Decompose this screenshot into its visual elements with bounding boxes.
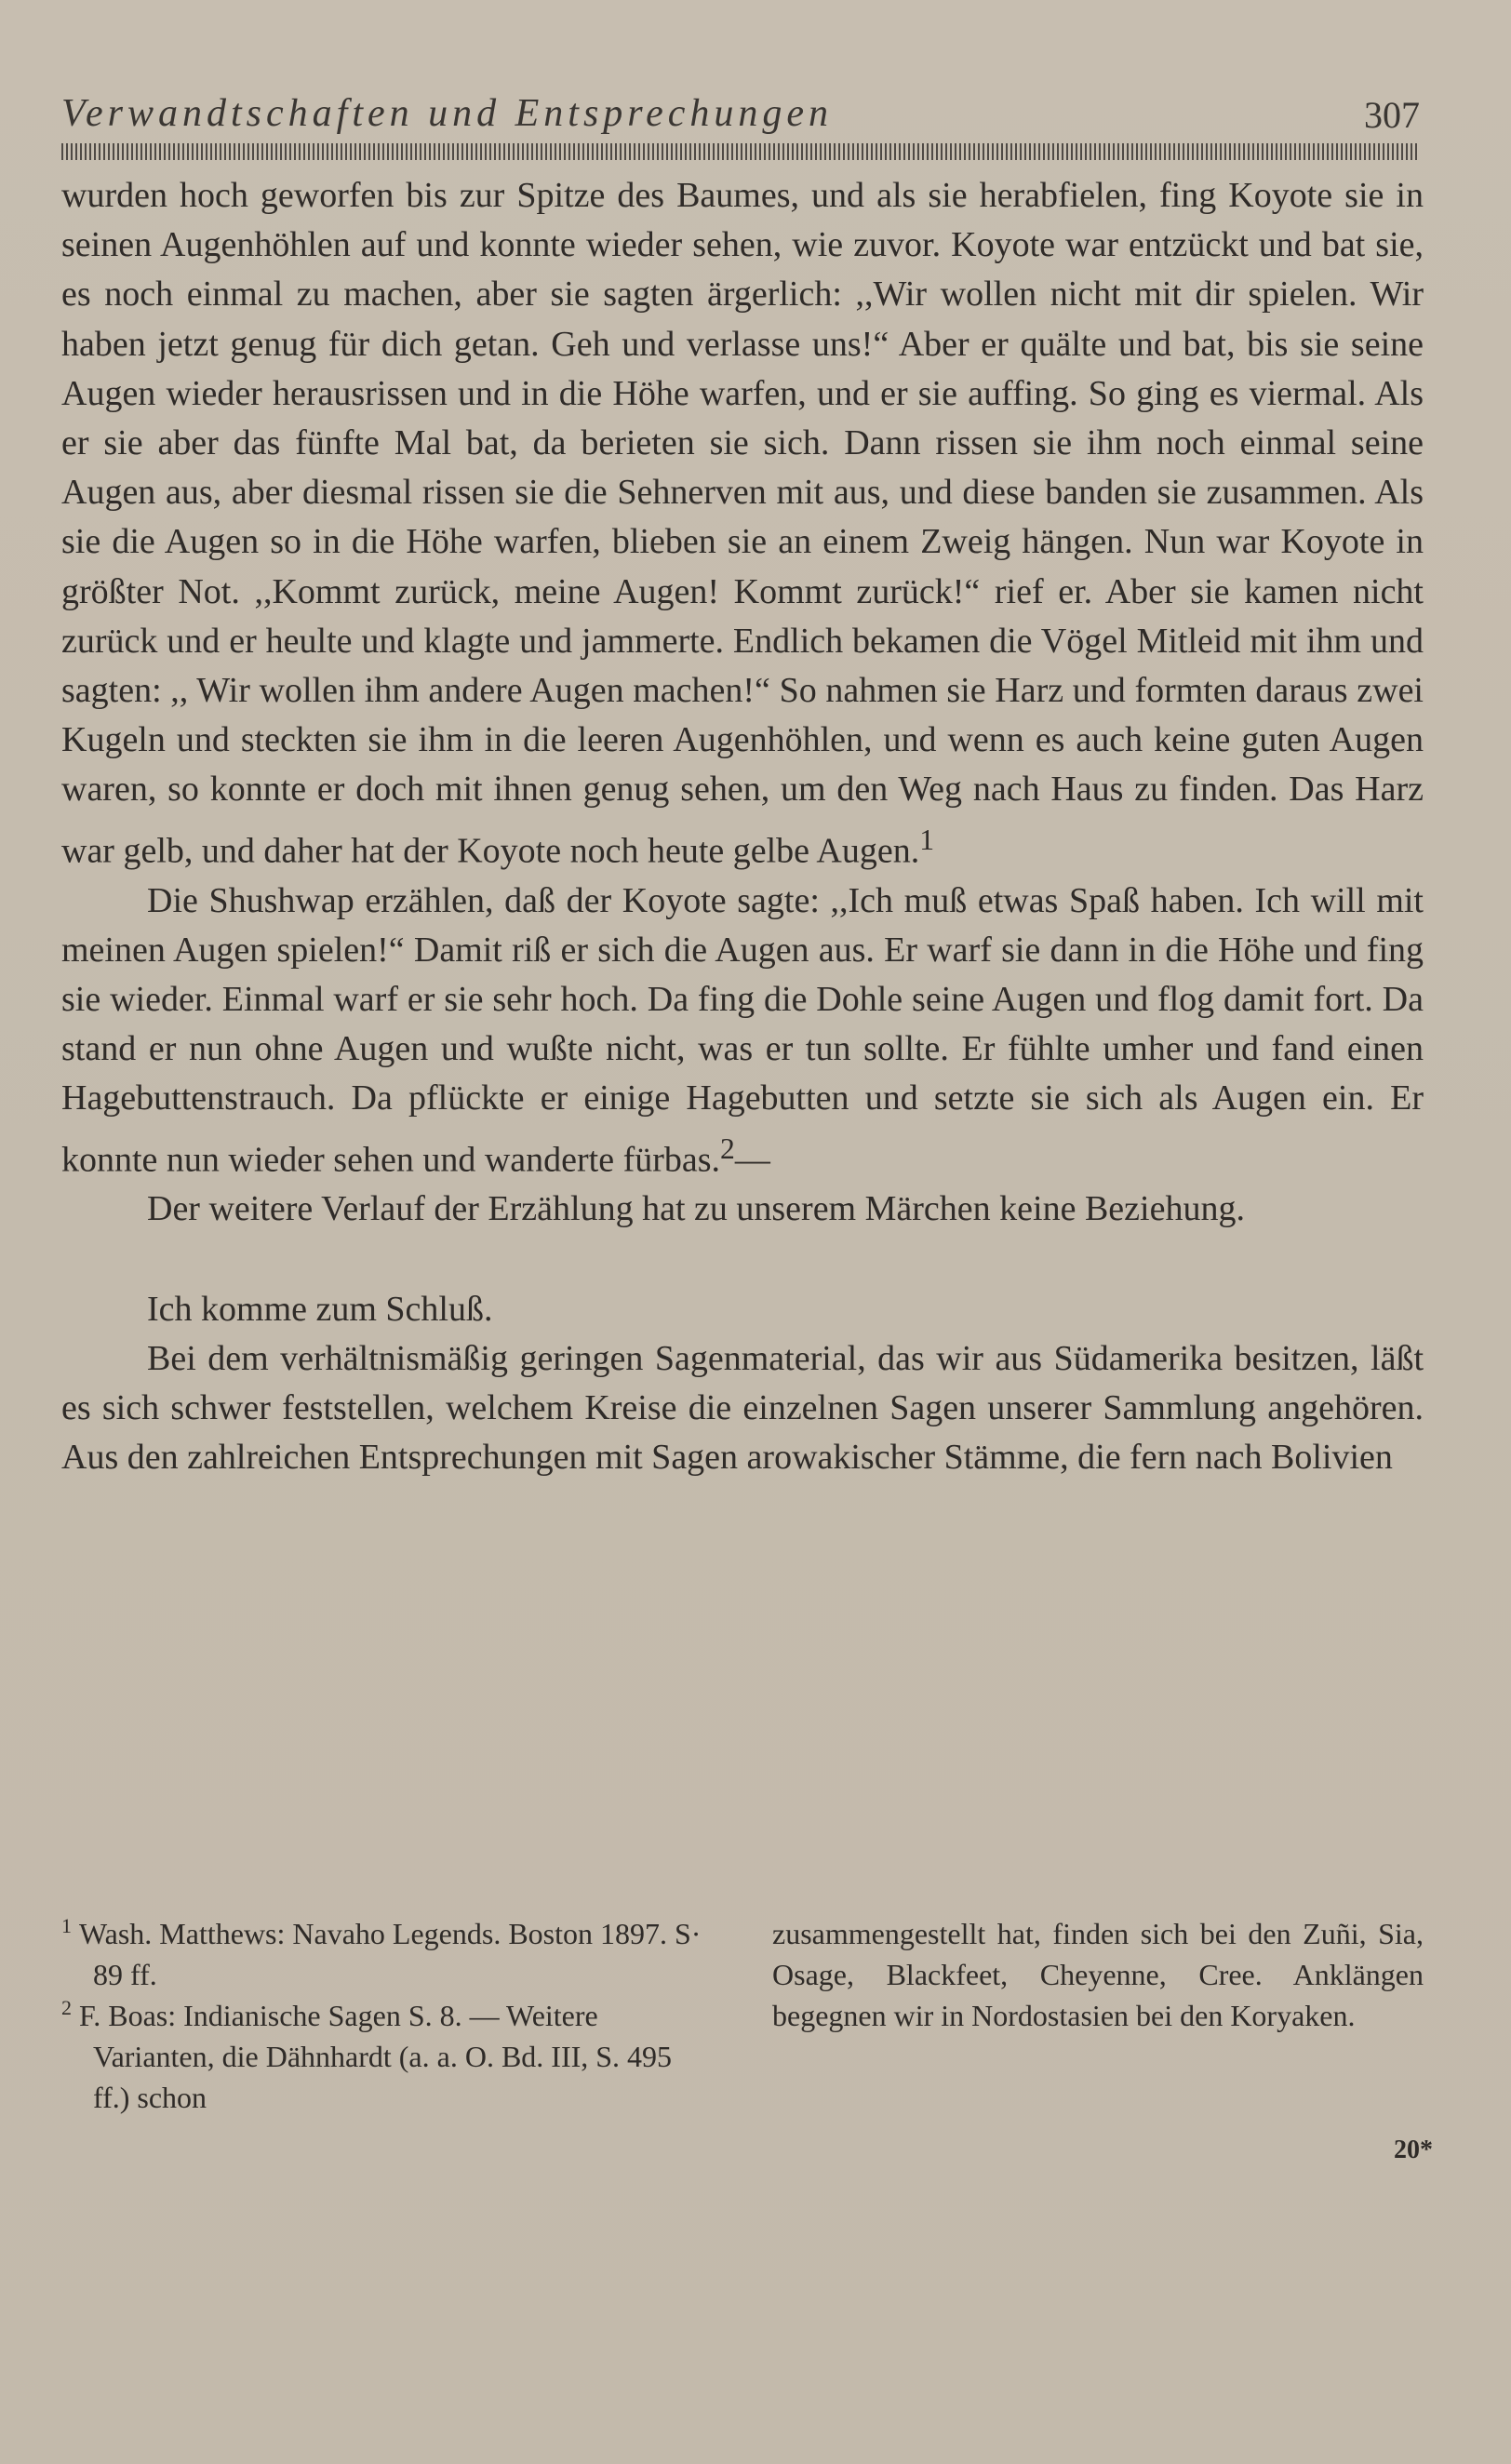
page-number: 307 bbox=[1364, 94, 1420, 136]
signature-mark: 20* bbox=[1394, 2136, 1433, 2164]
footnote-ref-2: 2 bbox=[720, 1132, 735, 1165]
paragraph-5: Bei dem verhältnismäßig geringen Sagenmaterial, das wir aus Südamerika besitzen, läßt es sich schwer feststellen, welchem Kreise die einzelnen Sagen unserer Sammlung angehören. Aus den zahlreichen Entsprechungen mit Sagen arowakischer Stämme, die fern nach Bolivien bbox=[61, 1338, 1424, 1478]
paragraph-3: Der weitere Verlauf der Erzählung hat zu unserem Märchen keine Beziehung. bbox=[147, 1189, 1245, 1229]
footnote-2-continued: zusammengestellt hat, finden sich bei den Zuñi, Sia, Osage, Blackfeet, Cheyenne, Cree. Anklängen begegnen wir in Nordostasien bei den Koryaken. bbox=[772, 1917, 1424, 2032]
paragraph-1-text: wurden hoch geworfen bis zur Spitze des Baumes, und als sie herabfielen, fing Koyote sie in seinen Augenhöhlen auf und konnte wieder sehen, wie zuvor. Koyote war entzückt und bat sie, es noch einmal zu machen, aber sie sagten ärgerlich: ,,Wir wollen nicht mit dir spielen. Wir haben jetzt genug für dich getan. Geh und verlasse uns!“ Aber er quälte und bat, bis sie seine Augen wieder herausrissen und in die Höhe warfen, und er sie auffing. So ging es viermal. Als er sie aber das fünfte Mal bat, da berieten sie sich. Dann rissen sie ihm noch einmal seine Augen aus, aber diesmal rissen sie die Sehnerven mit aus, und diese banden sie zusammen. Als sie die Augen so in die Höhe warfen, blieben sie an einem Zweig hängen. Nun war Koyote in größter Not. ,,Kommt zurück, meine Augen! Kommt zurück!“ rief er. Aber sie kamen nicht zurück und er heulte und klagte und jammerte. Endlich bekamen die Vögel Mitleid mit ihm und sagten: ,, Wir wollen ihm andere Augen machen!“ So nahmen sie Harz und formten daraus zwei Kugeln und steckten sie ihm in die leeren Augenhöhlen, und wenn es auch keine guten Augen waren, so konnte er doch mit ihnen genug sehen, um den Weg nach Haus zu finden. Das Harz war gelb, und daher hat der Koyote noch heute gelbe Augen. bbox=[61, 176, 1424, 871]
footnotes-left-column bbox=[61, 1913, 713, 2118]
footnote-2-mark: 2 bbox=[61, 1996, 72, 2020]
footnotes bbox=[61, 1913, 1424, 2118]
footnote-1-text: Wash. Matthews: Navaho Legends. Boston 1897. S· 89 ff. bbox=[79, 1917, 702, 1991]
footnote-ref-1: 1 bbox=[919, 823, 935, 856]
footnotes-right-column bbox=[772, 1913, 1424, 2118]
footnote-1-mark: 1 bbox=[61, 1914, 72, 1938]
running-title: Verwandtschaften und Entsprechungen bbox=[61, 92, 834, 135]
ornament-rule bbox=[61, 143, 1420, 160]
paragraph-4: Ich komme zum Schluß. bbox=[147, 1289, 493, 1329]
footnote-2 bbox=[61, 1995, 713, 2118]
footnote-1 bbox=[61, 1913, 713, 1995]
paragraph-2-text: Die Shushwap erzählen, daß der Koyote sagte: ,,Ich muß etwas Spaß haben. Ich will mit meinen Augen spielen!“ Damit riß er sich die Augen aus. Er warf sie dann in die Höhe und fing sie wieder. Einmal warf er sie sehr hoch. Da fing die Dohle seine Augen und flog damit fort. Da stand er nun ohne Augen und wußte nicht, was er tun sollte. Er fühlte umher und fand einen Hagebuttenstrauch. Da pflückte er einige Hagebutten und setzte sie sich als Augen ein. Er konnte nun wieder sehen und wanderte fürbas. bbox=[61, 880, 1424, 1180]
paragraph-2-dash: — bbox=[734, 1140, 770, 1180]
footnote-2-text: F. Boas: Indianische Sagen S. 8. — Weitere Varianten, die Dähnhardt (a. a. O. Bd. III, S. 495 ff.) schon bbox=[79, 1999, 673, 2114]
main-text bbox=[61, 171, 1424, 1482]
running-header bbox=[61, 91, 1420, 140]
paragraph-1 bbox=[61, 171, 1424, 877]
paragraph-2 bbox=[61, 877, 1424, 1185]
section-gap bbox=[61, 1235, 1424, 1285]
